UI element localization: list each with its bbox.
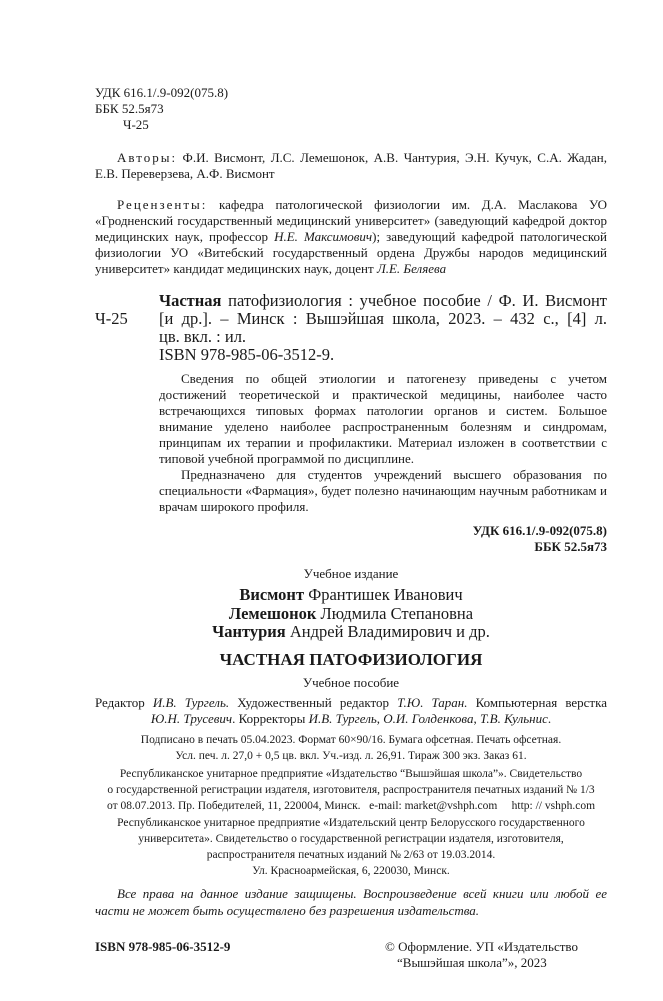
bibliographic-record	[95, 292, 607, 364]
footer-isbn: ISBN 978-985-06-3512-9	[95, 939, 231, 954]
bib-illustrations: цв. вкл. : ил.	[159, 327, 247, 346]
reviewers-block	[95, 197, 607, 277]
main-title: ЧАСТНАЯ ПАТОФИЗИОЛОГИЯ	[219, 650, 483, 669]
bbk-code-bold: ББК 52.5я73	[534, 539, 607, 554]
authors-block	[95, 150, 607, 182]
classification-block	[95, 85, 607, 133]
author-name: Чантурия Андрей Владимирович и др.	[212, 622, 490, 641]
authors-text: Ф.И. Висмонт, Л.С. Лемешонок, А.В. Чантурия, Э.Н. Кучук, С.А. Жадан, Е.В. Переверзева, А.Ф. Висмонт	[95, 150, 608, 181]
annotation	[159, 371, 607, 515]
rights-notice: Все права на данное издание защищены. Воспроизведение всей книги или любой ее части не может быть осуществлено без разрешения издательства.	[95, 886, 607, 918]
udk-code: УДК 616.1/.9-092(075.8)	[95, 85, 229, 100]
bib-author-mark: Ч-25	[95, 309, 128, 328]
copyright: © Оформление. УП «Издательство “Вышэйшая школа”», 2023	[385, 939, 578, 970]
reviewer-name: Л.Е. Беляева	[376, 261, 447, 276]
bib-title-bold: Частная	[159, 291, 222, 310]
publisher-info: Республиканское унитарное предприятие «Издательство “Вышэйшая школа”». Свидетельство о государственной регистрации издателя, изготовителя, распространителя печатных изданий № 1/3 от 08.07.2013. Пр. Победителей, 11, 220004, Минск. e-mail: market@vshph.com http: // vshph.com	[106, 768, 596, 812]
bib-isbn: ISBN 978-985-06-3512-9.	[159, 345, 335, 364]
reviewers-text: кафедра патологической физиологии им. Д.А. Маслакова УО «Гродненский государственный медицинский университет» (заведующий кафедрой доктор медицинских наук, профессор	[95, 197, 608, 244]
reviewers-label: Рецензенты:	[117, 197, 208, 212]
author-mark: Ч-25	[123, 117, 149, 132]
udk-code-bold: УДК 616.1/.9-092(075.8)	[472, 523, 607, 538]
subtitle: Учебное пособие	[302, 675, 400, 690]
author-name: Лемешонок Людмила Степановна	[228, 603, 474, 623]
classification-bold	[95, 523, 607, 555]
annotation-paragraph: Сведения по общей этиологии и патогенезу приведены с учетом достижений теоретической и практической медицины, наиболее часто встречающихся типовых формах патологии органов и систем. Большое внимание уделено наиболее распространенным болезням и синдромам, принципам их терапии и профилактики. Материал изложен в соответствии с типовой учебной программой по дисциплине.	[159, 371, 607, 466]
reviewers-text: ); заведующий кафедрой патологической физиологии УО «Витебский государственный ордена Дружбы народов медицинский университет» кандидат медицинских наук, доцент	[95, 229, 607, 276]
bib-title: патофизиология : учебное пособие / Ф. И. Висмонт	[228, 291, 607, 310]
annotation-paragraph: Предназначено для студентов учреждений высшего образования по специальности «Фармация», будет полезно начинающим научным работникам и врачам широкого профиля.	[159, 467, 607, 514]
edition-type: Учебное издание	[303, 566, 399, 581]
bib-imprint: [и др.]. – Минск : Вышэйшая школа, 2023. – 432 с., [4] л.	[159, 309, 607, 328]
printer-info: Республиканское унитарное предприятие «Издательский центр Белорусского государственного университета». Свидетельство о государственной регистрации издателя, изготовителя, распространителя печатных изданий № 2/63 от 19.03.2014. Ул. Красноармейская, 6, 220030, Минск.	[117, 817, 585, 877]
author-name: Висмонт Франтишек Иванович	[239, 585, 463, 604]
author-names	[95, 586, 607, 642]
bbk-code: ББК 52.5я73	[95, 101, 164, 116]
reviewer-name: Н.Е. Максимович	[274, 229, 373, 244]
staff-credits: Редактор И.В. Тургель. Художественный редактор Т.Ю. Таран. Компьютерная верстка Ю.Н. Трусевич. Корректоры И.В. Тургель, О.И. Голденкова, Т.В. Кульнис.	[95, 695, 607, 726]
print-info: Подписано в печать 05.04.2023. Формат 60×90/16. Бумага офсетная. Печать офсетная. Усл. печ. л. 27,0 + 0,5 цв. вкл. Уч.-изд. л. 26,91. Тираж 300 экз. Заказ 61.	[140, 734, 562, 762]
authors-label: Авторы:	[117, 150, 178, 165]
